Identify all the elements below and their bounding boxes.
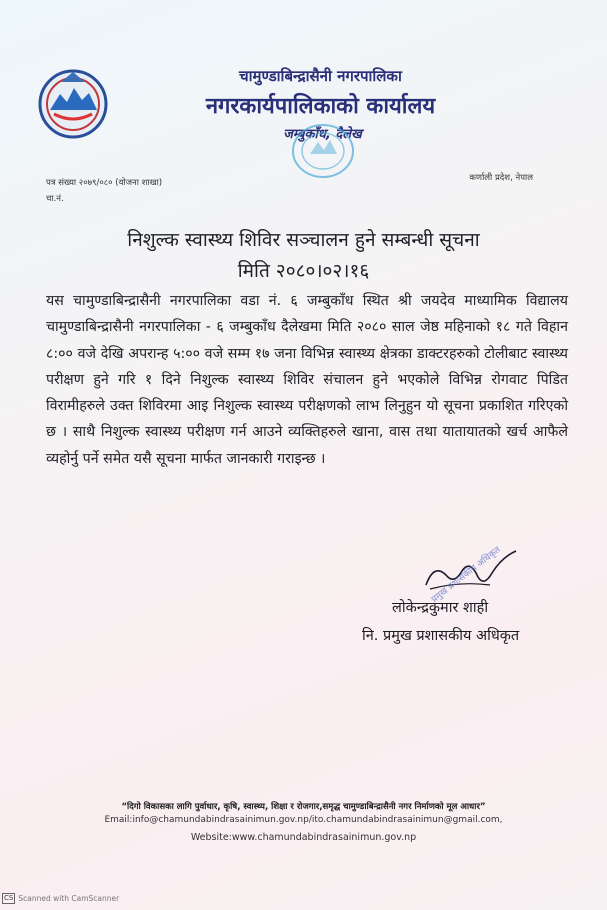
office-name: नगरकार्यपालिकाको कार्यालय: [205, 94, 436, 119]
dispatch-number-label: चा.नं.: [46, 194, 64, 204]
footer-email: Email:info@chamundabindrasainimun.gov.np/ito.chamundabindrasainimun@gmail.com,: [104, 815, 503, 825]
office-location: जम्बुकाँध, दैलेख: [283, 127, 362, 142]
letter-reference-number: पत्र संख्या २०७९/०८० (योजना शाखा): [46, 178, 163, 188]
camscanner-badge: CS: [4, 894, 14, 902]
footer-website: Website:www.chamundabindrasainimun.gov.np: [190, 832, 417, 843]
province-address: कर्णाली प्रदेश, नेपाल: [469, 173, 533, 183]
notice-date: मिति २०८०।०२।१६: [237, 260, 370, 282]
notice-body: यस चामुण्डाबिन्द्रासैनी नगरपालिका वडा नं. ६ जम्बुकाँध स्थित श्री जयदेव माध्यामिक विद्यालय चामुण्डाबिन्द्रासैनी नगरपालिका - ६ जम्बुकाँध दैलेखमा मिति २०८० साल जेष्ठ महिनाको १८ गते विहान ८:०० वजे देखि अपरान्ह ५:०० वजे सम्म १७ जना विभिन्न स्वास्थ्य क्षेत्रका डाक्टरहरुको टोलीबाट स्वास्थ्य परीक्षण हुने गरि १ दिने निशुल्क स्वास्थ्य शिविर संचालन हुने भएकोले विभिन्न रोगवाट पिडित विरामीहरुले उक्त शिविरमा आइ निशुल्क स्वास्थ्य परीक्षणको लाभ लिनुहुन यो सूचना प्रकाशित गरिएको छ । साथै निशुल्क स्वास्थ्य परीक्षण गर्न आउने व्यक्तिहरुले खाना, वास तथा यातायातको खर्च आफैले व्यहोर्नु पर्ने समेत यसै सूचना मार्फत जानकारी गराइन्छ ।: [46, 293, 568, 467]
officer-stamp-text: प्रमुख प्रशासकीय अधिकृत: [429, 545, 503, 605]
signatory-name: लोकेन्द्रकुमार शाही: [392, 600, 489, 616]
office-seal-stamp: [288, 120, 358, 182]
footer-motto: “दिगो विकासका लागि पुर्वाधार, कृषि, स्वास्थ्य, शिक्षा र रोजगार,समृद्ध चामुण्डाबिन्द्रासैनी नगर निर्माणको मूल आधार”: [121, 802, 486, 812]
camscanner-text: Scanned with CamScanner: [18, 894, 120, 903]
scanner-watermark: [2, 893, 119, 904]
notice-title: निशुल्क स्वास्थ्य शिविर सञ्चालन हुने सम्बन्धी सूचना: [127, 229, 480, 251]
signatory-title: नि. प्रमुख प्रशासकीय अधिकृत: [362, 628, 520, 644]
municipality-name: चामुण्डाबिन्द्रासैनी नगरपालिका: [239, 67, 402, 85]
